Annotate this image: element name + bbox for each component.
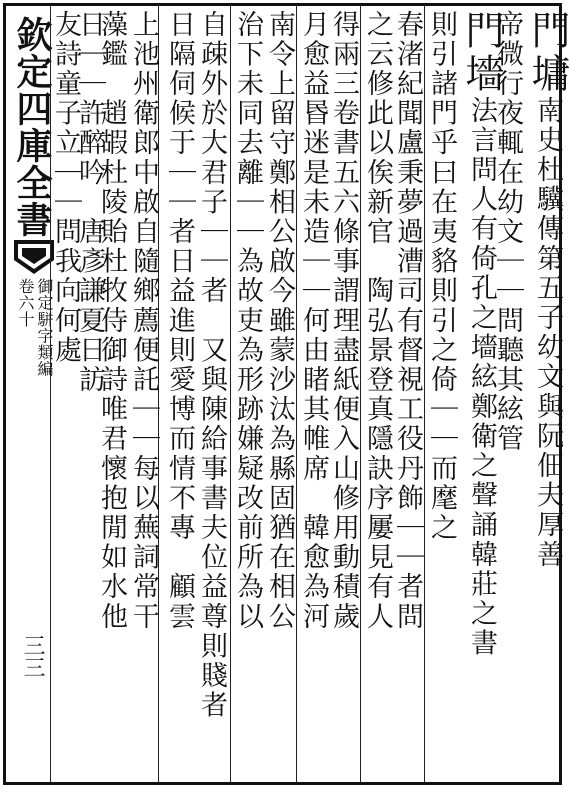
column-text: 南史杜驥傳第五子幼文與阮佃夫厚善: [532, 96, 563, 570]
column-text: 南令上留守鄭相公啟今雖蒙沙汰為縣固猶在相公: [264, 10, 295, 632]
margin-band: [6, 6, 54, 782]
column-rule: [296, 6, 297, 782]
text-column-8: [300, 10, 327, 780]
column-text: 月愈益昬迷是未造｜｜何由睹其帷席 韓愈為河: [298, 10, 329, 632]
book-label: [14, 278, 54, 428]
entry-heading: 門墻: [459, 10, 504, 96]
column-text: 自疎外於大君子｜｜者 又與陳給事書夫位益尊則賤者: [196, 10, 227, 721]
text-column-10: [234, 10, 261, 780]
text-column-13: [130, 10, 157, 780]
text-column-16: [52, 10, 79, 780]
column-text: 友詩童子立｜｜問我向何處: [50, 10, 81, 366]
text-column-11: [198, 10, 225, 780]
column-text: 治下未同去離｜｜為故吏為形跡嫌疑改前所為以: [232, 10, 263, 632]
column-rule: [424, 6, 425, 782]
text-column-5: [394, 10, 421, 780]
text-column-9: [266, 10, 293, 780]
text-column-1: [525, 10, 570, 780]
column-text: 上池州衛郎中啟自隨鄉薦便託｜｜每以蕪詞常干: [128, 10, 159, 632]
column-text: 之云修此以俟新官 陶弘景登真隱訣序屢見有人: [362, 10, 393, 632]
column-text: 藻鑑 趙嘏杜陵貽杜牧侍御詩唯君懷抱閒如水他: [96, 10, 127, 632]
column-text: 日｜｜許醉吟 唐彥謙夏日訪: [74, 10, 105, 395]
column-rule: [360, 6, 361, 782]
column-text: 帝微行夜輒在幼文｜｜問聽其絃管: [492, 10, 523, 454]
column-text: 日隔伺候于｜｜者日益進則愛博而情不專 顧雲: [164, 10, 195, 632]
text-column-4: [428, 10, 455, 780]
volume-label: 卷六十: [16, 278, 35, 328]
entry-heading: 門墉: [525, 10, 570, 96]
column-text: 得兩三卷書五六條事謂理盡紙便入山修用動積歲: [328, 10, 359, 632]
book-title: 御定駢字類編: [35, 278, 54, 377]
column-text: 則引諸門乎曰在夷貉則引之倚｜｜而麾之: [426, 10, 457, 543]
page-number: 三三: [20, 634, 45, 678]
column-rule: [230, 6, 231, 782]
column-text: 春渚紀聞盧秉夢過漕司有督視工役丹飾｜｜者問: [392, 10, 423, 632]
text-column-6: [364, 10, 391, 780]
text-column-12: [166, 10, 193, 780]
text-column-3: [459, 10, 504, 780]
collection-title: 欽定四庫全書: [11, 16, 53, 238]
column-text: 法言問人有倚孔之墻絃鄭衛之聲誦韓莊之書: [466, 96, 497, 659]
text-column-7: [330, 10, 357, 780]
